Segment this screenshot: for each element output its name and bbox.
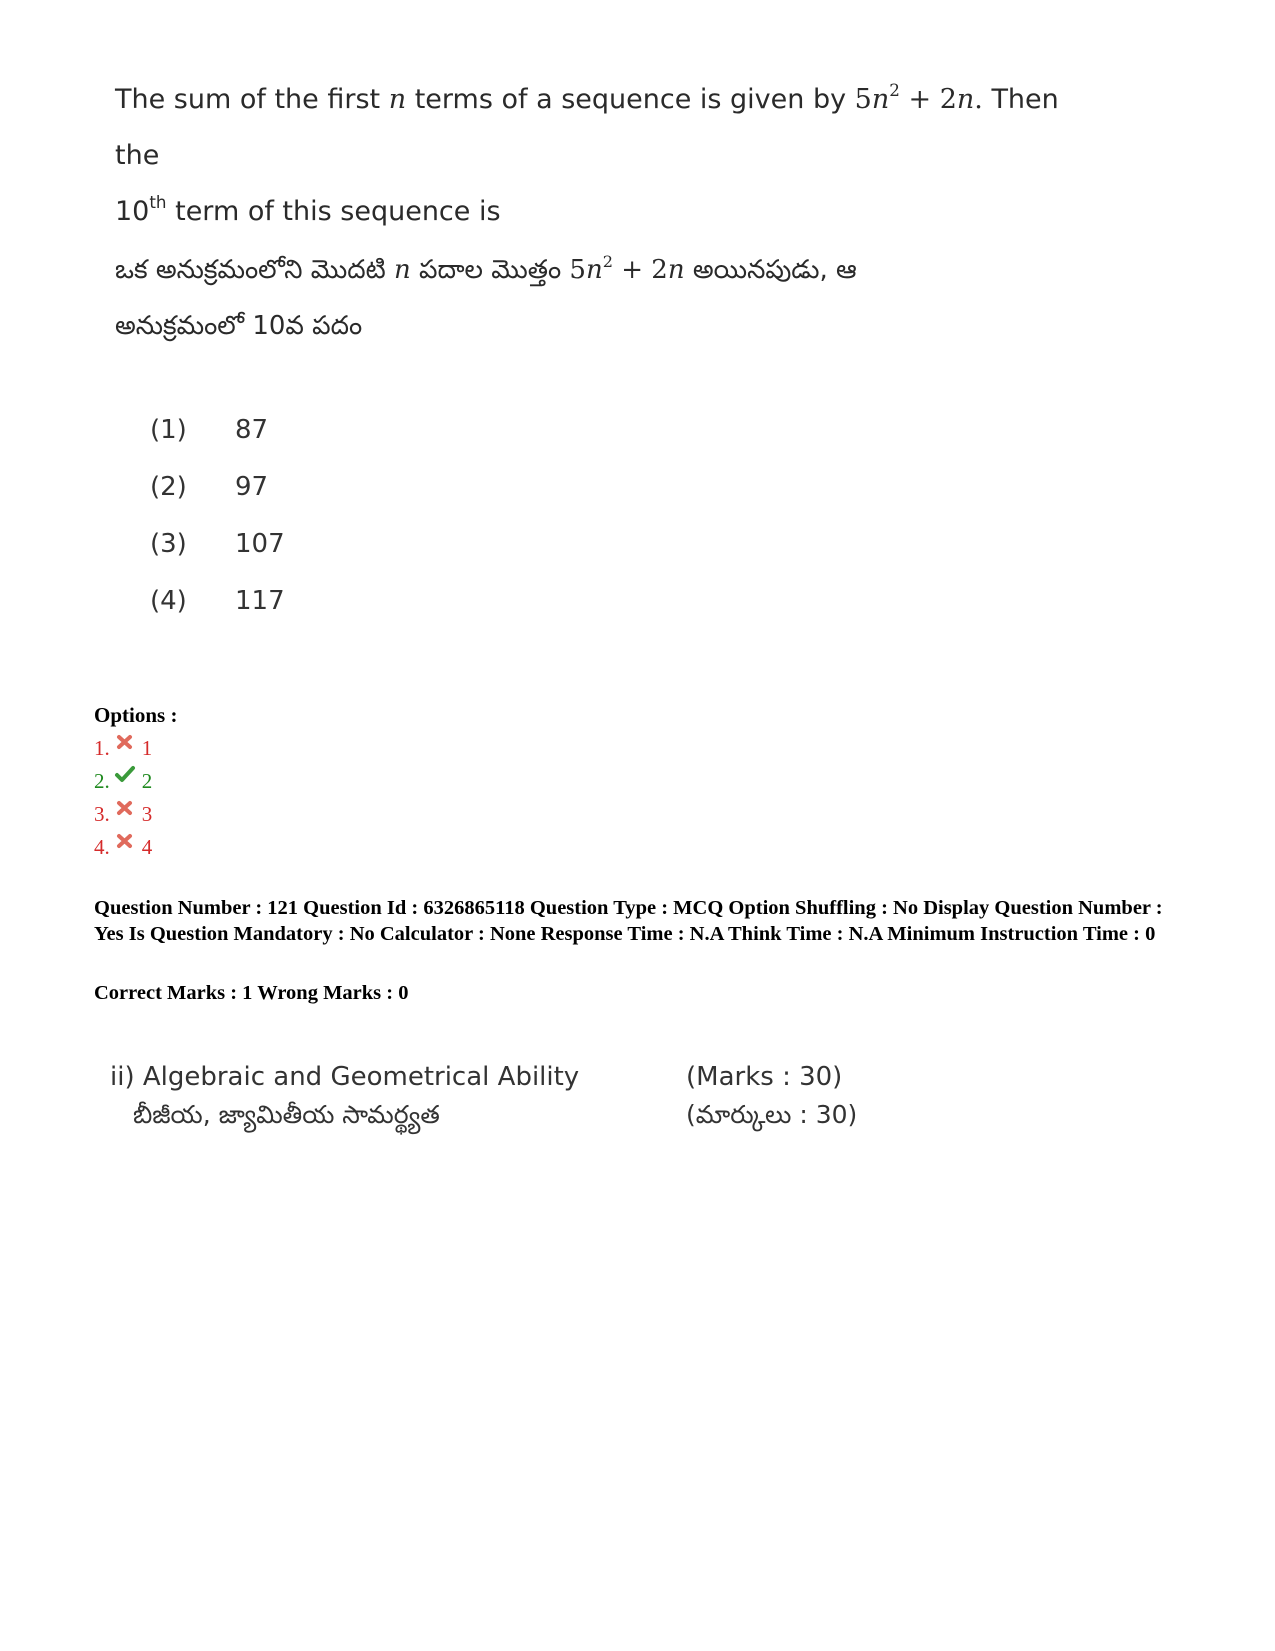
- cross-icon: [114, 798, 136, 818]
- section-title-telugu: బీజీయ, జ్యామితీయ సామర్థ్యత: [133, 1100, 440, 1129]
- section-marks-english: (Marks : 30): [686, 1062, 843, 1092]
- options-list: [94, 736, 152, 868]
- option-item: 4. 4: [94, 835, 152, 868]
- question-english: [115, 72, 1075, 240]
- section-title: [110, 1058, 579, 1134]
- option-item: 2. 2: [94, 769, 152, 802]
- checkmark-icon: [114, 765, 136, 785]
- cross-icon: [114, 732, 136, 752]
- expression: $5n^2 + 2n$: [569, 251, 685, 285]
- question-english-line1: The sum of the first n terms of a sequence is given by $5n^2 + 2n$. Then the: [115, 80, 1059, 171]
- question-metadata: Question Number : 121 Question Id : 6326865118 Question Type : MCQ Option Shuffling : No Display Question Number : Yes Is Question Mandatory : No Calculator : None Response Time : N.A Think Time : N.A Minimum Instruction Time : 0: [94, 897, 1163, 945]
- question-english-line2: 10th term of this sequence is: [115, 192, 501, 227]
- marks-info: Correct Marks : 1 Wrong Marks : 0: [94, 982, 409, 1004]
- question-telugu-line2: అనుక్రమంలో 10వ పదం: [115, 311, 363, 341]
- section-title-english: ii) Algebraic and Geometrical Ability: [110, 1062, 580, 1092]
- expression: $5n^2 + 2n$.: [854, 80, 983, 115]
- question-telugu: [115, 242, 1075, 354]
- option-item: 3. 3: [94, 802, 152, 835]
- cross-icon: [114, 831, 136, 851]
- options-title: Options :: [94, 703, 178, 727]
- option-item: 1. 1: [94, 736, 152, 769]
- section-marks: [686, 1058, 857, 1134]
- question-telugu-line1: ఒక అనుక్రమంలోని మొదటి n పదాల మొత్తం $5n^2 + 2n$ అయినపుడు, ఆ: [115, 251, 857, 285]
- section-marks-telugu: (మార్కులు : 30): [686, 1100, 858, 1129]
